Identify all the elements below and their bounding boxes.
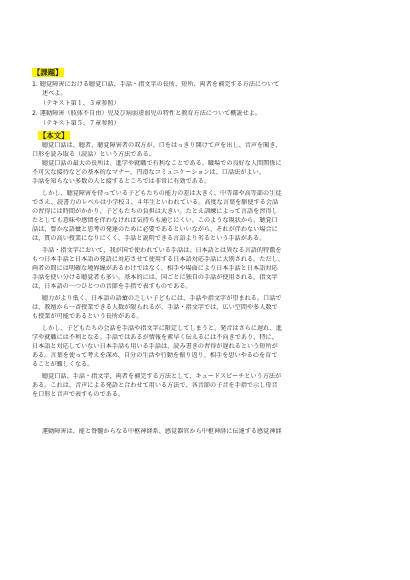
body-line: 聴覚口話は、聴者、聴覚障害者の双方が、口をはっきり開けて声を出し、音声を聞き、 [42,142,282,149]
assignment-heading: 【課題】 [33,68,63,77]
body-line: 運動障害は、能と脊髄からなる中枢神経系、感覚器官から中枢神経に伝達する感覚神経 [42,428,282,435]
body-line: 不可欠な接待などの基本的なマナー、円滑なコミュニケーションは、口話法がよい。 [32,169,265,176]
body-line: は、質の高い授業になりにくく、手話と説明できる言語より劣るという手話がある。 [32,235,266,242]
body-heading: 【本文】 [39,131,69,140]
body-line: も授業が可能であるという長所がある。 [32,313,143,320]
body-line: 手話を知らない多数の人と接するところでは非常に有効である。 [32,178,211,185]
body-line: 学や就職には不利となる。手話ではあるが情報を素早く伝えるには不向きであり、特に、 [32,334,278,341]
body-line: 聴覚口話、手話・指文字、両者を補完する方法として、キュードスピーチという方法が [42,373,282,380]
assignment-item-2-reference: （テキスト第５、７章参照） [40,120,120,127]
body-line: 話は、豊かな語彙と思考の発達のために必要であるといいながら、それが伴わない場合に [32,226,278,233]
body-line: しかし、子どもたちの会話を手話や指文字に限定してしまうと、発音はさらに遅れ、進 [42,325,282,332]
body-line: 日本語と対応していない日本手話も用いる手話は、読み書きの習得が遅れるという短所が [32,343,278,350]
body-line: でさえ、読書力のレベルは小学校３、４年生といわれている。高度な言葉を駆使する会話 [32,199,279,206]
assignment-item-1: 1. 聴覚障害における聴覚口話、手話・指文字の長所、短所、両者を補完する方法について [32,81,280,88]
body-line: ある。これは、音声による発語と合わせて用いる方法で、各音節の子音を手指で示し母音 [32,382,278,389]
body-line: 手話を使い分ける聴覚者も多い。基本的には、国ごとに独自の手話が使用される。指文字 [32,274,278,281]
assignment-item-2: 2. 運動障害（肢体不自由）児及び病弱虚弱児の特性と教育方法について概説せよ。 [32,110,261,117]
body-line: 聴覚口話の最大の長所は、進学や就職で有利なことである。職場での良好な人間関係に [42,160,282,167]
body-line: ることが難しくなる。 [32,361,94,368]
body-line: もつ日本手話と日本語の発語に対応させて使用する日本語対応手話に大別される。ただし、 [32,256,284,263]
body-line: は、日本語の一つひとつの音節を手指で表すものである。 [32,283,192,290]
body-line: 両者の間には明確な境界線があるわけではなく、相手や場面により日本手話と日本語対応 [32,265,278,272]
assignment-item-1-reference: （テキスト第１、３章参照） [40,100,120,107]
body-line: を口形と音声で表すものである。 [32,391,125,398]
body-line: 口形を読み取る（読話）という方法である。 [32,151,155,158]
assignment-item-1-cont: 述べよ。 [42,90,67,97]
body-line: の習得には時間がかかり、子どもたちの負担は大きい。たとえ訓練によって言語を習得し [32,208,278,215]
body-line: ある。言葉を使って考えを深め、自分の生活や行動を振り返り、相手を思いやる心を育て [32,352,278,359]
body-line: しかし、聴覚障害を持っている子どもたちの能力の差は大きく、中等部や高等部の生徒 [42,190,282,197]
body-line: 手話・指文字において、我が国で使われている手話は、日本語とは異なる言語的特徴を [42,247,282,254]
body-line: たとしても意味や感情を伴わなければ気持ちも通じにくい。このような現状から、聴覚口 [32,217,278,224]
body-line: は、教壇から一斉授業できる人数が限られるが、手話・指文字では、広い空間や多人数で [32,304,278,311]
body-line: 聴力がより低く、日本語の語彙の乏しい子どもには、手話や指文字が望まれる。口話で [42,295,282,302]
